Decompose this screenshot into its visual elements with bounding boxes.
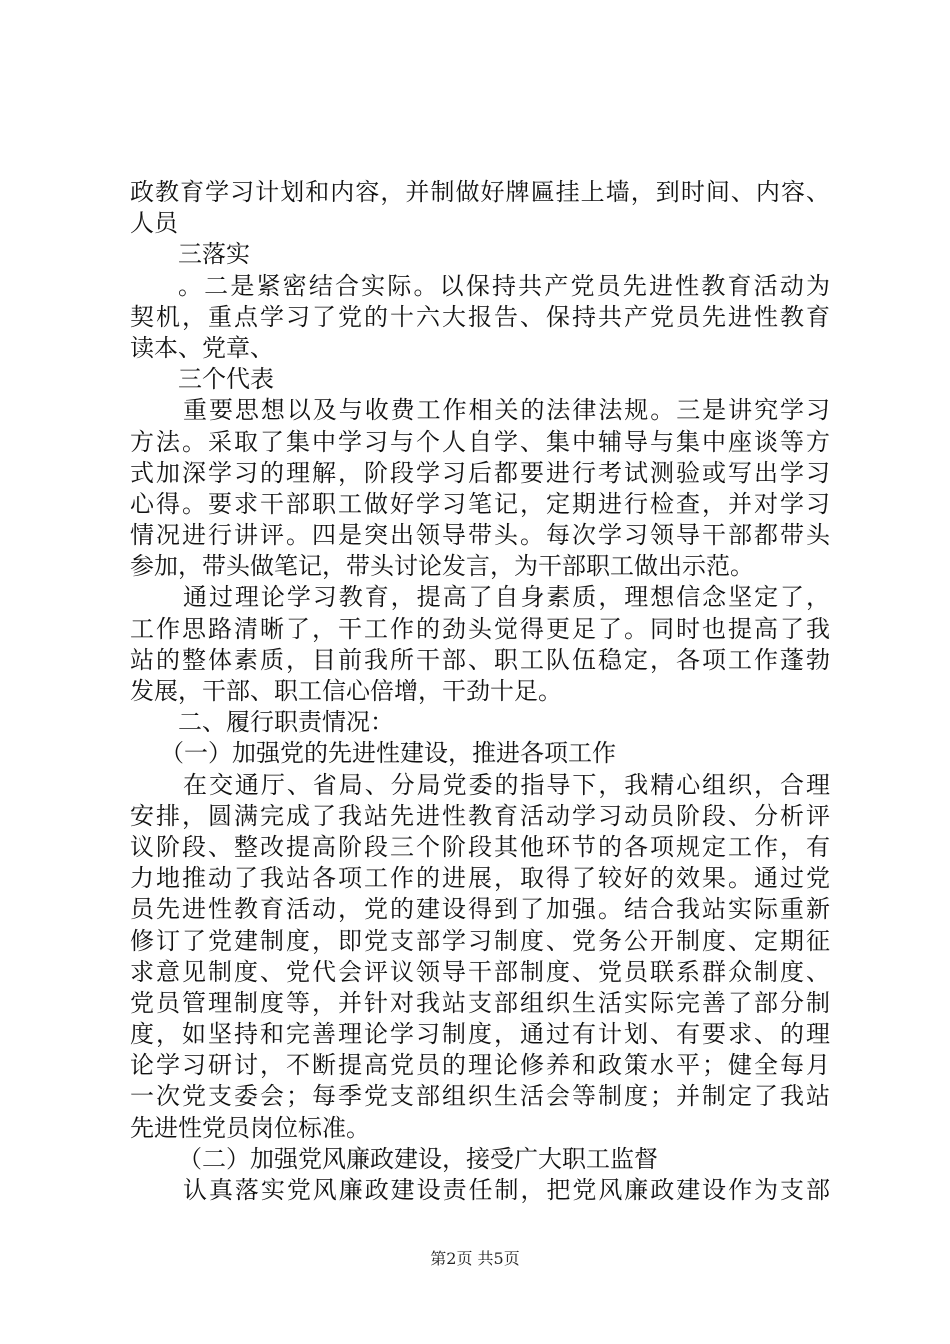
text-line: 安排，圆满完成了我站先进性教育活动学习动员阶段、分析评: [130, 801, 830, 830]
document-body: [130, 177, 830, 1206]
text-line: 力地推动了我站各项工作的进展，取得了较好的效果。通过党: [130, 864, 830, 893]
text-line: 修订了党建制度，即党支部学习制度、党务公开制度、定期征: [130, 926, 830, 955]
text-line: 员先进性教育活动，党的建设得到了加强。结合我站实际重新: [130, 895, 830, 924]
text-line: 。二是紧密结合实际。以保持共产党员先进性教育活动为: [178, 271, 830, 300]
text-line: 议阶段、整改提高阶段三个阶段其他环节的各项规定工作，有: [130, 832, 830, 861]
text-line: 认真落实党风廉政建设责任制，把党风廉政建设作为支部: [183, 1176, 830, 1204]
text-line: 党员管理制度等，并针对我站支部组织生活实际完善了部分制: [130, 988, 830, 1017]
text-line: 读本、党章、: [130, 333, 274, 362]
text-line: 工作思路清晰了，干工作的劲头觉得更足了。同时也提高了我: [130, 614, 830, 643]
text-line: 度，如坚持和完善理论学习制度，通过有计划、有要求、的理: [130, 1020, 830, 1049]
section-heading: 二、履行职责情况：: [178, 708, 394, 737]
text-line: 重要思想以及与收费工作相关的法律法规。三是讲究学习: [183, 396, 830, 425]
text-line: 三个代表: [178, 365, 274, 394]
text-line: 论学习研讨，不断提高党员的理论修养和政策水平；健全每月: [130, 1051, 830, 1080]
text-line: 契机，重点学习了党的十六大报告、保持共产党员先进性教育: [130, 302, 830, 331]
text-line: 人员: [130, 209, 178, 238]
text-line: 先进性党员岗位标准。: [130, 1113, 370, 1142]
text-line: 政教育学习计划和内容，并制做好牌匾挂上墙，到时间、内容、: [130, 178, 830, 206]
text-line: 发展，干部、职工信心倍增，干劲十足。: [130, 677, 562, 705]
text-line: 在交通厅、省局、分局党委的指导下，我精心组织，合理: [183, 770, 830, 799]
text-line: 三落实: [178, 240, 250, 269]
text-line: 方法。采取了集中学习与个人自学、集中辅导与集中座谈等方: [130, 427, 830, 456]
subsection-heading: （二）加强党风廉政建设，接受广大职工监督: [178, 1144, 658, 1173]
text-line: 情况进行讲评。四是突出领导带头。每次学习领导干部都带头: [130, 521, 830, 550]
page-number-footer: 第2页 共5页: [430, 1249, 520, 1268]
text-line: 参加，带头做笔记，带头讨论发言，为干部职工做出示范。: [130, 552, 754, 581]
text-line: 心得。要求干部职工做好学习笔记，定期进行检查，并对学习: [130, 489, 830, 518]
text-line: 站的整体素质，目前我所干部、职工队伍稳定，各项工作蓬勃: [130, 645, 830, 674]
text-line: 通过理论学习教育，提高了自身素质，理想信念坚定了，: [183, 583, 830, 612]
subsection-heading: （一）加强党的先进性建设，推进各项工作: [160, 739, 616, 768]
text-line: 式加深学习的理解，阶段学习后都要进行考试测验或写出学习: [130, 458, 830, 487]
text-line: 一次党支委会；每季党支部组织生活会等制度；并制定了我站: [130, 1082, 830, 1111]
text-line: 求意见制度、党代会评议领导干部制度、党员联系群众制度、: [130, 957, 830, 986]
